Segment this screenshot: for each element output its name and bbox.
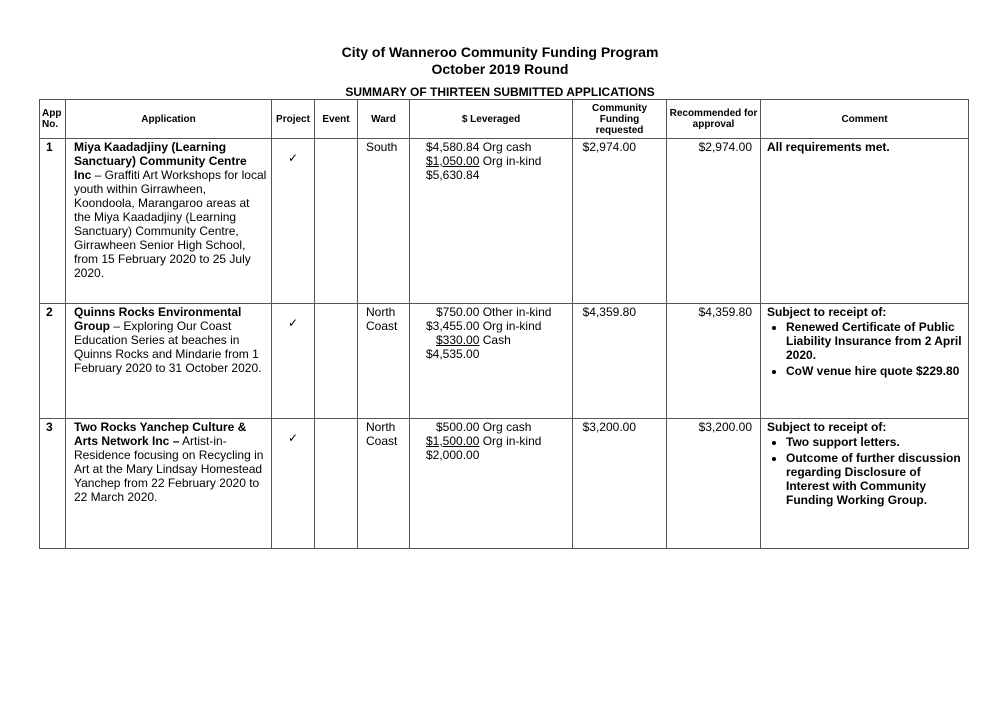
leveraged-amount: $750.00 bbox=[436, 305, 480, 319]
application-description: – Exploring Our Coast Education Series at beaches in Quinns Rocks and Mindarie from 1 February 2020 to 31 October 2020. bbox=[74, 319, 262, 375]
applications-table bbox=[39, 99, 969, 549]
comment-cell bbox=[761, 419, 969, 549]
col-header-leveraged: $ Leveraged bbox=[410, 100, 573, 139]
applicant-name: Quinns Rocks Environmental Group bbox=[74, 305, 242, 333]
event-cell bbox=[315, 304, 358, 419]
summary-heading: SUMMARY OF THIRTEEN SUBMITTED APPLICATIONS bbox=[345, 85, 655, 99]
leveraged-source: Org in-kind bbox=[479, 434, 542, 448]
col-header-ward: Ward bbox=[358, 100, 410, 139]
leveraged-total: $5,630.84 bbox=[426, 168, 480, 182]
leveraged-amount: $500.00 bbox=[436, 420, 480, 434]
app-number: 1 bbox=[40, 139, 66, 304]
table-row bbox=[40, 139, 969, 304]
leveraged-cell bbox=[410, 419, 573, 549]
app-number: 3 bbox=[40, 419, 66, 549]
comment-list-item: • CoW venue hire quote $229.80 bbox=[786, 364, 964, 378]
col-header-community-funding: Community Funding requested bbox=[573, 100, 667, 139]
ward-cell: South bbox=[358, 139, 410, 304]
table-header-row bbox=[40, 100, 969, 139]
col-header-project: Project bbox=[272, 100, 315, 139]
comment-text: Subject to receipt of: bbox=[767, 305, 887, 319]
app-number: 2 bbox=[40, 304, 66, 419]
comment-cell bbox=[761, 304, 969, 419]
event-cell bbox=[315, 419, 358, 549]
leveraged-cell bbox=[410, 139, 573, 304]
application-description: – Graffiti Art Workshops for local youth within Girrawheen, Koondoola, Marangaroo areas at the Miya Kaadadjiny (Learning Sanctuary) Community Centre, Girrawheen Senior High School, from 15 February 2020 to 25 July 2020. bbox=[74, 168, 267, 280]
leveraged-cell bbox=[410, 304, 573, 419]
document-title: City of Wanneroo Community Funding Program bbox=[341, 44, 659, 60]
document-subtitle-round: October 2019 Round bbox=[431, 61, 569, 77]
leveraged-source: Other in-kind bbox=[479, 305, 552, 319]
project-check: ✓ bbox=[272, 419, 315, 549]
comment-list bbox=[767, 435, 964, 507]
leveraged-amount: $4,580.84 bbox=[426, 140, 480, 154]
col-header-app-no: App No. bbox=[40, 100, 66, 139]
recommended-amount: $2,974.00 bbox=[667, 139, 761, 304]
leveraged-source: Org cash bbox=[479, 420, 532, 434]
ward-cell: North Coast bbox=[358, 304, 410, 419]
funding-requested: $3,200.00 bbox=[573, 419, 667, 549]
leveraged-amount: $1,050.00 bbox=[426, 154, 480, 168]
recommended-amount: $4,359.80 bbox=[667, 304, 761, 419]
leveraged-amount: $3,455.00 bbox=[426, 319, 480, 333]
application-description: Artist-in-Residence focusing on Recycling in Art at the Mary Lindsay Homestead Yanchep from 22 February 2020 to 22 March 2020. bbox=[74, 434, 264, 504]
application-cell bbox=[66, 304, 272, 419]
comment-list-item: • Two support letters. bbox=[786, 435, 964, 449]
leveraged-source: Org in-kind bbox=[479, 319, 542, 333]
comment-text: All requirements met. bbox=[767, 140, 890, 154]
project-check: ✓ bbox=[272, 139, 315, 304]
leveraged-source: Org cash bbox=[479, 140, 532, 154]
leveraged-total: $2,000.00 bbox=[426, 448, 480, 462]
application-cell bbox=[66, 139, 272, 304]
comment-list-item: • Renewed Certificate of Public Liability Insurance from 2 April 2020. bbox=[786, 320, 964, 362]
recommended-amount: $3,200.00 bbox=[667, 419, 761, 549]
table-row bbox=[40, 419, 969, 549]
table-row bbox=[40, 304, 969, 419]
funding-requested: $2,974.00 bbox=[573, 139, 667, 304]
col-header-recommended: Recommended for approval bbox=[667, 100, 761, 139]
leveraged-source: Org in-kind bbox=[479, 154, 542, 168]
comment-text: Subject to receipt of: bbox=[767, 420, 887, 434]
comment-list bbox=[767, 320, 964, 378]
col-header-event: Event bbox=[315, 100, 358, 139]
application-cell bbox=[66, 419, 272, 549]
leveraged-source: Cash bbox=[479, 333, 511, 347]
project-check: ✓ bbox=[272, 304, 315, 419]
event-cell bbox=[315, 139, 358, 304]
col-header-comment: Comment bbox=[761, 100, 969, 139]
funding-requested: $4,359.80 bbox=[573, 304, 667, 419]
comment-cell bbox=[761, 139, 969, 304]
leveraged-total: $4,535.00 bbox=[426, 347, 480, 361]
applicant-name: Miya Kaadadjiny (Learning Sanctuary) Community Centre Inc bbox=[74, 140, 247, 182]
leveraged-amount: $1,500.00 bbox=[426, 434, 480, 448]
comment-list-item: • Outcome of further discussion regarding Disclosure of Interest with Community Funding Working Group. bbox=[786, 451, 964, 507]
ward-cell: North Coast bbox=[358, 419, 410, 549]
col-header-application: Application bbox=[66, 100, 272, 139]
applicant-name: Two Rocks Yanchep Culture & Arts Network Inc – bbox=[74, 420, 247, 448]
leveraged-amount: $330.00 bbox=[436, 333, 480, 347]
